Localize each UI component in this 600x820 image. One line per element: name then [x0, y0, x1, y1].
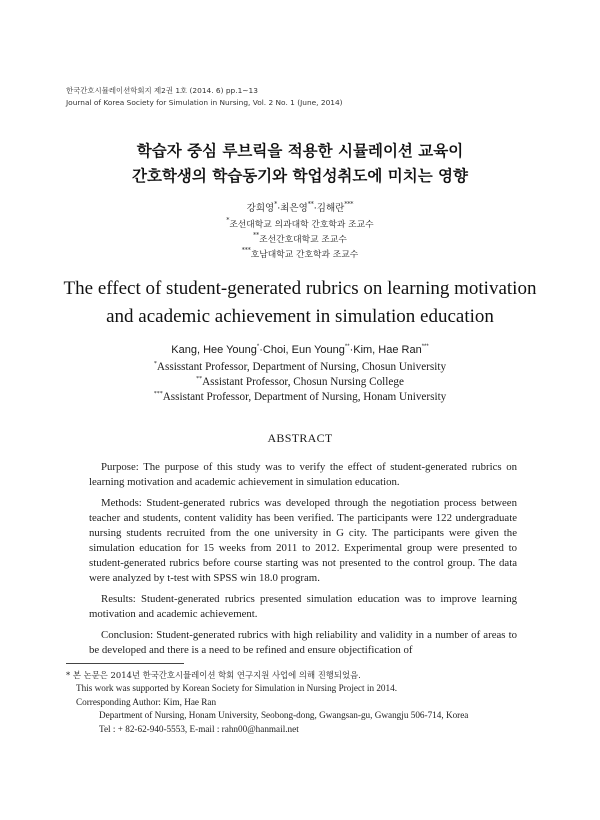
corresponding-author: Corresponding Author: Kim, Hae Ran: [76, 696, 217, 707]
affiliation-mark: ***: [421, 344, 429, 350]
author-name: Choi, Eun Young: [262, 344, 345, 356]
english-affiliation: **Assistant Professor, Chosun Nursing College: [196, 376, 404, 388]
author-name: 김해란: [316, 203, 345, 214]
author-name: 최은영: [280, 203, 308, 214]
separator: ·: [259, 344, 263, 356]
affiliation-mark: *: [274, 201, 278, 208]
english-title: [0, 275, 600, 331]
abstract-methods: Methods: Student-generated rubrics was developed through the negotiation process between teacher and students, content validity has been verified. The participants were 122 undergraduate nursing students recruited from the one university in G city. The participants were given the simulation education for 15 weeks from 2011 to 2012. Experimental group were presented to student-generated rubrics before course starting was not presented to the control group. The data were analyzed by t-test with SPSS win 18.0 program.: [89, 497, 517, 584]
funding-note-korean: * 본 논문은 2014년 한국간호시뮬레이션 학회 연구지원 사업에 의해 진행되었음.: [66, 670, 361, 680]
separator: ·: [349, 344, 354, 356]
korean-affiliation: ***호남대학교 간호학과 조교수: [241, 247, 359, 260]
korean-title: [0, 139, 600, 189]
footnotes: [66, 669, 526, 736]
journal-header: [66, 85, 343, 108]
english-affiliation: *Assisstant Professor, Department of Nursing, Chosun University: [153, 361, 447, 373]
author-name: 강희영: [246, 203, 275, 214]
english-title-line-2: and academic achievement in simulation education: [106, 306, 494, 327]
affiliation-mark: *: [256, 344, 260, 350]
funding-note-english: This work was supported by Korean Society for Simulation in Nursing Project in 2014.: [76, 683, 398, 694]
korean-title-line-1: 학습자 중심 루브릭을 적용한 시뮬레이션 교육이: [136, 142, 464, 160]
english-authors: [0, 343, 600, 357]
affiliation-mark: ***: [344, 201, 354, 208]
separator: ·: [313, 203, 317, 214]
author-contact: Tel : + 82-62-940-5553, E-mail : rahn00@hanmail.net: [99, 723, 299, 734]
korean-authors: [0, 201, 600, 217]
abstract-heading: ABSTRACT: [267, 431, 333, 445]
abstract-conclusion: Conclusion: Student-generated rubrics with high reliability and validity in a number of areas to be developed and there is a need to be refined and ensure objectification of: [89, 629, 517, 656]
english-title-line-1: The effect of student-generated rubrics on learning motivation: [63, 278, 537, 299]
abstract-body: [89, 460, 517, 664]
author-name: Kang, Hee Young: [171, 344, 257, 356]
footnote-divider: [66, 663, 184, 664]
journal-citation-korean: 한국간호시뮬레이션학회지 제2권 1호 (2014. 6) pp.1~13: [66, 86, 258, 95]
author-name: Kim, Hae Ran: [353, 344, 422, 356]
korean-affiliation: *조선대학교 의과대학 간호학과 조교수: [226, 217, 374, 230]
abstract-purpose: Purpose: The purpose of this study was to verify the effect of student-generated rubrics on learning motivation and academic achievement in simulation education.: [89, 461, 517, 488]
author-address: Department of Nursing, Honam University, Seobong-dong, Gwangsan-gu, Gwangju 506-714, Korea: [99, 710, 469, 721]
korean-affiliation: **조선간호대학교 조교수: [253, 232, 347, 245]
affiliation-mark: **: [344, 344, 350, 350]
journal-citation-english: Journal of Korea Society for Simulation in Nursing, Vol. 2 No. 1 (June, 2014): [66, 97, 343, 107]
separator: ·: [277, 203, 281, 214]
affiliation-mark: **: [307, 201, 314, 208]
korean-title-line-2: 간호학생의 학습동기와 학업성취도에 미치는 영향: [131, 167, 469, 185]
english-affiliation: ***Assistant Professor, Department of Nursing, Honam University: [153, 391, 447, 403]
abstract-results: Results: Student-generated rubrics presented simulation education was to improve learning motivation and academic achievement.: [89, 593, 517, 620]
